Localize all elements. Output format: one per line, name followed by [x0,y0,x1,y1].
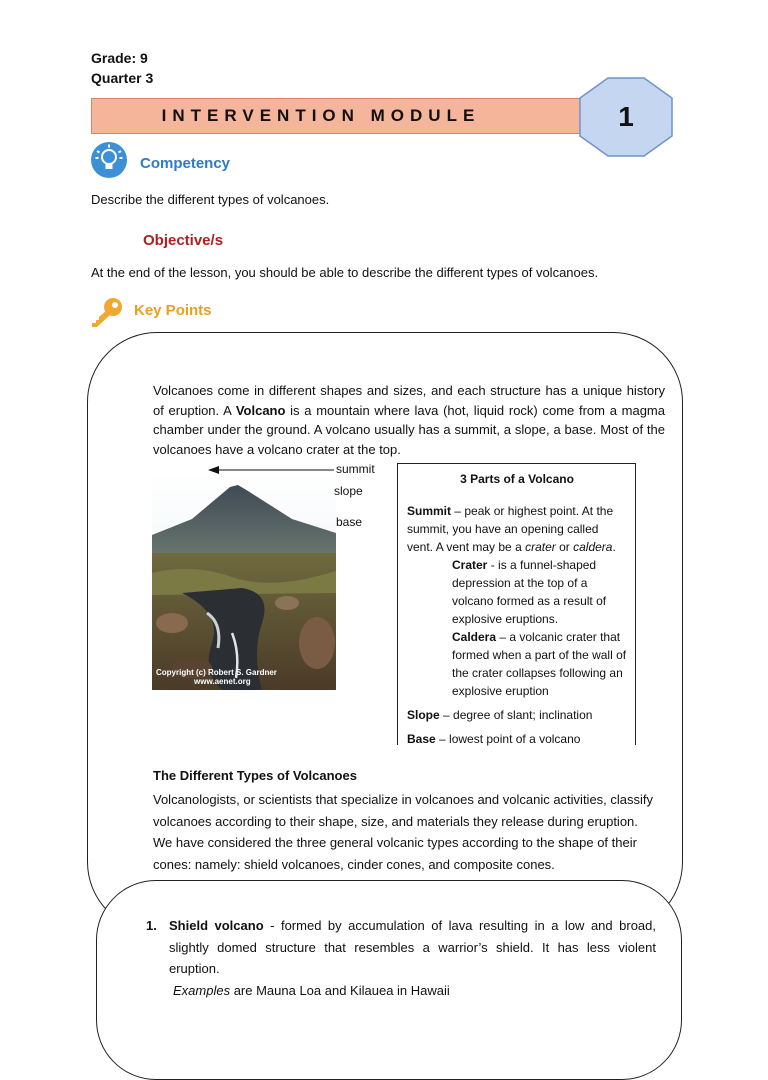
summit-crater-word: crater [525,540,556,554]
summit-definition [407,502,627,556]
banner-title: INTERVENTION MODULE [161,106,481,125]
slope-term: Slope [407,708,440,722]
volcano-intro-paragraph [153,381,665,459]
module-number: 1 [618,101,634,132]
volcano-photo [152,473,336,690]
examples-label: Examples [173,982,231,998]
crater-def: - is a funnel-shaped depression at the top of a volcano formed as a result of explosive eruptions. [452,558,607,626]
shield-volcano-examples [169,980,656,1002]
key-icon [88,296,126,328]
slope-definition [407,706,627,724]
grade-label [91,48,153,88]
summit-def-a: – peak or highest point. At the summit, you have an opening called vent. A vent may be a [407,504,614,554]
module-number-badge [578,76,674,158]
slope-def: – degree of slant; inclination [439,708,593,722]
crater-definition [407,556,627,628]
list-item-body [146,915,656,1001]
caldera-term: Caldera [452,630,497,644]
key-points-title: Key Points [134,302,212,319]
summit-arrow [208,464,334,476]
lightbulb-icon [90,141,128,179]
base-def: – lowest point of a volcano [435,732,581,746]
base-term: Base [407,732,436,746]
shield-volcano-def: - formed by accumulation of lava resulting in a low and broad, slightly domed structure that resembles a warrior’s shield. It has less violent eruption. [169,918,656,976]
summit-term: Summit [407,504,452,518]
parts-box-title: 3 Parts of a Volcano [460,472,574,486]
intro-text-a: Volcanoes come in different shapes and sizes, and each structure has a unique history of eruption. A [153,383,665,418]
label-summit: summit [336,462,375,476]
objective-title: Objective/s [143,232,224,249]
intro-volcano-term: Volcano [235,402,286,418]
summit-end: . [612,540,616,554]
label-slope: slope [334,484,363,498]
examples-text: are Mauna Loa and Kilauea in Hawaii [230,982,450,998]
intro-text-b: is a mountain where lava (hot, liquid rock) come from a magma chamber under the ground. A volcano usually has a summit, a slope, a base. Most of the volcanoes have a volcano crater at the top. [153,402,665,457]
types-paragraph: Volcanologists, or scientists that specialize in volcanoes and volcanic activities, classify volcanoes according to their shape, size, and materials they release during eruption. We have considered the three general volcanic types according to the shape of their cones: namely: shield volcanoes, cinder cones, and composite cones. [153,792,654,872]
photo-caption-line2: www.aenet.org [194,677,251,686]
caldera-def: – a volcanic crater that formed when a part of the wall of the crater collapses following an explosive eruption [452,630,627,698]
competency-title: Competency [140,155,231,172]
list-item-number: 1. [146,918,157,933]
list-item [146,915,656,1001]
caldera-definition [407,628,627,700]
label-base: base [336,515,363,529]
photo-caption-line1: Copyright (c) Robert S. Gardner [156,668,277,677]
grade-text: Grade: 9 [91,50,148,66]
summit-or: or [555,540,574,554]
module-banner [91,98,611,134]
types-title: The Different Types of Volcanoes [153,768,357,783]
photo-caption [156,668,277,686]
parts-of-volcano-box [397,463,636,745]
crater-term: Crater [452,558,488,572]
quarter-text: Quarter 3 [91,70,154,86]
shield-volcano-term: Shield volcano [169,918,264,933]
competency-text: Describe the different types of volcanoes. [91,192,330,207]
summit-caldera-word: caldera [573,540,613,554]
base-definition [407,730,627,748]
objective-text: At the end of the lesson, you should be able to describe the different types of volcanoes. [91,265,599,280]
